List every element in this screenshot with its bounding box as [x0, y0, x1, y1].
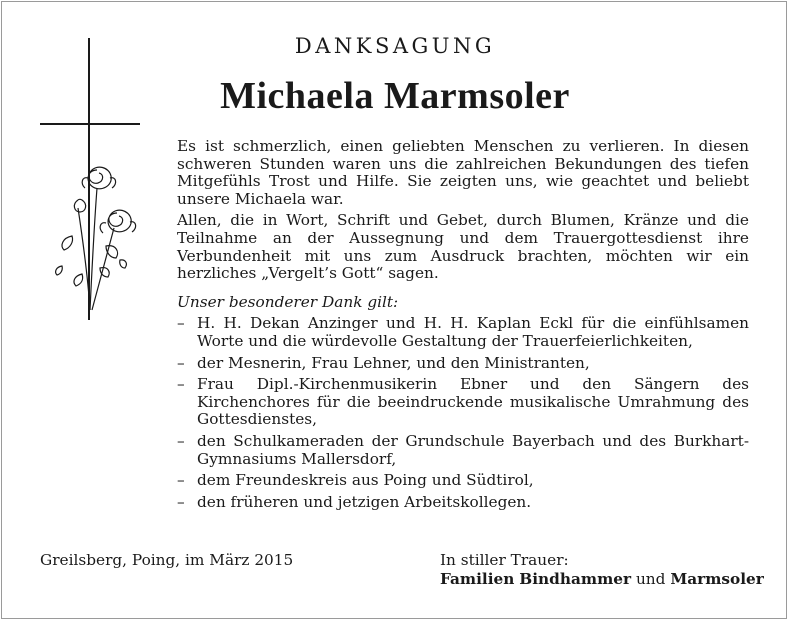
list-item: – Frau Dipl.-Kirchenmusikerin Ebner und den Sängern des Kirchenchores für die beeindruckende musikalische Umrahmung des Gottesdienstes,	[177, 376, 749, 429]
list-item: – der Mesnerin, Frau Lehner, und den Ministranten,	[177, 355, 749, 373]
notice-heading: DANKSAGUNG	[294, 34, 496, 58]
family-name-1: Bindhammer	[519, 570, 632, 588]
place-date: Greilsberg, Poing, im März 2015	[40, 551, 294, 569]
mourning-label: In stiller Trauer:	[440, 551, 569, 569]
thanks-list	[177, 315, 749, 511]
families-conjunction: und	[635, 570, 666, 588]
list-item: – H. H. Dekan Anzinger und H. H. Kaplan Eckl für die einfühlsamen Worte und die würdevolle Gestaltung der Trauerfeierlichkeiten,	[177, 315, 749, 350]
paragraph-gratitude: Allen, die in Wort, Schrift und Gebet, durch Blumen, Kränze und die Teilnahme an der Aussegnung und dem Trauergottesdienst ihre Verbundenheit mit uns zum Ausdruck brachten, möchten wir ein herzliches „Vergelt’s Gott“ sagen.	[177, 211, 749, 283]
list-item: – den Schulkameraden der Grundschule Bayerbach und des Burkhart-Gymnasiums Mallersdorf,	[177, 433, 749, 468]
notice-body	[177, 138, 749, 515]
family-name-2: Marmsoler	[670, 570, 764, 588]
list-item: – den früheren und jetzigen Arbeitskollegen.	[177, 494, 749, 512]
paragraph-condolences: Es ist schmerzlich, einen geliebten Menschen zu verlieren. In diesen schweren Stunden waren uns die zahlreichen Bekundungen des tiefen Mitgefühls Trost und Hilfe. Sie zeigten uns, wie geachtet und beliebt unsere Michaela war.	[177, 137, 749, 208]
mourning-block	[440, 551, 764, 589]
deceased-name: Michaela Marmsoler	[220, 75, 570, 117]
families-prefix: Familien	[440, 570, 515, 588]
list-item: – dem Freundeskreis aus Poing und Südtirol,	[177, 472, 749, 490]
cross-with-roses-icon	[40, 38, 150, 320]
thanks-title: Unser besonderer Dank gilt:	[177, 292, 399, 311]
families-line	[440, 570, 764, 589]
